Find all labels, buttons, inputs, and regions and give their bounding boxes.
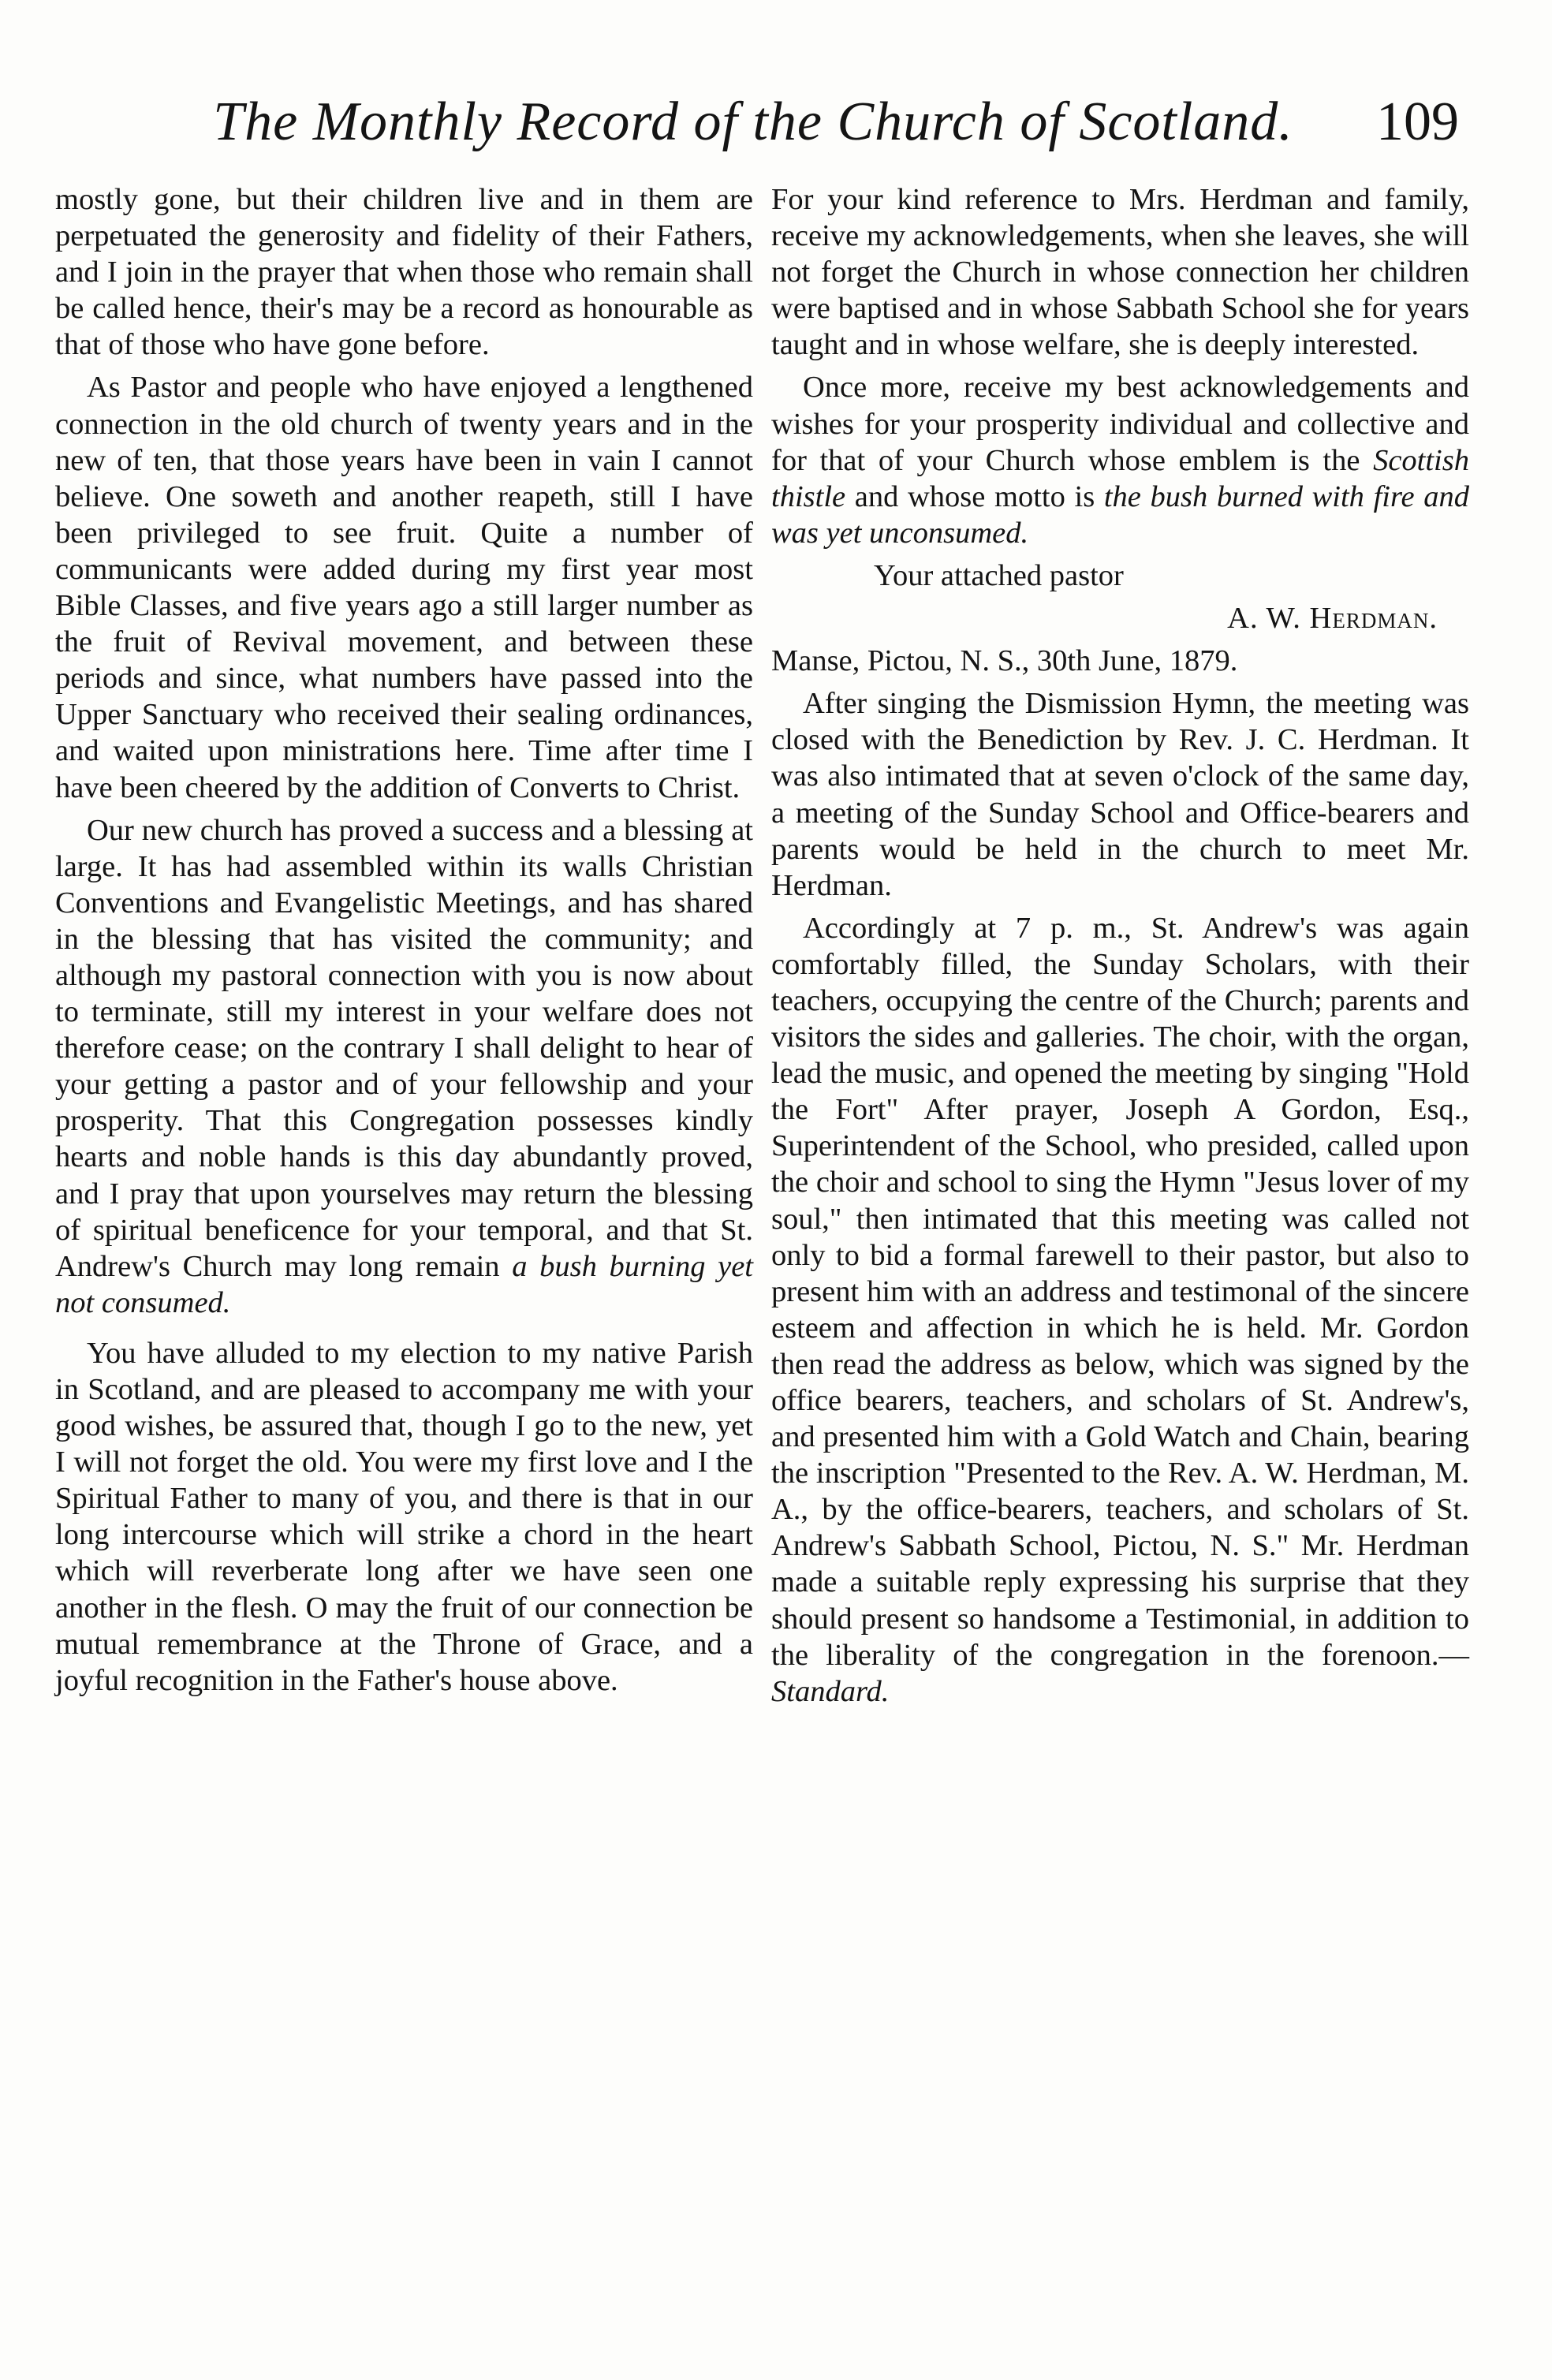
paragraph: You have alluded to my election to my native Parish in Scotland, and are pleased to accompany me with your good wishes, be assured that, though I go to the new, yet I will not forget the old. You were my first love and I the Spiritual Father to many of you, and there is that in our long intercourse which will strike a chord in the heart which will reverberate long after we have seen one another in the flesh. O may the fruit of our connection be mutual remembrance at the Throne of Grace, and a joyful recognition in the Father's house above. [55,1336,753,1697]
right-column [771,181,1469,1716]
paragraph-text: Our new church has proved a success and a blessing at large. It has had assembled within its walls Christian Conventions and Evangelistic Meetings, and has shared in the blessing that has visited the community; and although my pastoral connection with you is now about to terminate, still my interest in your welfare does not therefore cease; on the contrary I shall delight to hear of your getting a pastor and of your fellowship and your prosperity. That this Congregation possesses kindly hearts and noble hands is this day abundantly proved, and I pray that upon yourselves may return the blessing of spiritual beneficence for your temporal, and that St. Andrew's Church may long remain [55,813,753,1283]
paragraph [771,910,1469,1710]
paragraph-text: and whose motto is [845,479,1104,513]
letter-closing: Your attached pastor [874,558,1124,592]
page-number: 109 [1376,91,1459,152]
letter-signature: A. W. Herdman. [1227,602,1438,636]
page-header [47,79,1459,166]
paragraph: After singing the Dismission Hymn, the meeting was closed with the Benediction by Rev. J. C. Herdman. It was also intimated that at seven o'clock of the same day, a meeting of the Sunday School and Office-bearers and parents would be held in the church to meet Mr. Herdman. [771,687,1469,902]
paragraph [55,812,753,1321]
running-title: The Monthly Record of the Church of Scotland. [213,91,1293,152]
paragraph: For your kind reference to Mrs. Herdman and family, receive my acknowledgements, when she leaves, she will not forget the Church in whose connection her children were baptised and in whose Sabbath School she for years taught and in whose welfare, she is deeply interested. [771,183,1469,362]
paragraph: As Pastor and people who have enjoyed a lengthened connection in the old church of twenty years and in the new of ten, that those years have been in vain I cannot believe. One soweth and another reapeth, still I have been privileged to see fruit. Quite a number of communicants were added during my first year most Bible Classes, and five years ago a still larger number as the fruit of Revival movement, and between these periods and since, what numbers have passed into the Upper Sanctuary who received their sealing ordinances, and waited upon ministrations here. Time after time I have been cheered by the addition of Converts to Christ. [55,371,753,804]
paragraph-text: Once more, receive my best acknowledgements and wishes for your prosperity individual and collective and for that of your Church whose emblem is the [771,371,1469,477]
italic-phrase: Standard. [771,1674,890,1708]
italic-phrase: a bush burning yet not consumed. [55,1249,753,1319]
left-column [55,181,753,1705]
dateline: Manse, Pictou, N. S., 30th June, 1879. [771,644,1238,678]
paragraph-text: Accordingly at 7 p. m., St. Andrew's was again comfortably filled, the Sunday Scholars, with their teachers, occupying the centre of the Church; parents and visitors the sides and galleries. The choir, with the organ, lead the music, and opened the meeting by singing "Hold the Fort" After prayer, Joseph A Gordon, Esq., Superintendent of the School, who presided, called upon the choir and school to sing the Hymn "Jesus lover of my soul," then intimated that this meeting was called not only to bid a formal farewell to their pastor, but also to present him with an address and testimonal of the sincere esteem and affection in which he is held. Mr. Gordon then read the address as below, which was signed by the office bearers, teachers, and scholars of St. Andrew's, and presented him with a Gold Watch and Chain, bearing the inscription "Presented to the Rev. A. W. Herdman, M. A., by the office-bearers, teachers, and scholars of St. Andrew's Sabbath School, Pictou, N. S." Mr. Herdman made a suitable reply expressing his surprise that they should present so handsome a Testimonial, in addition to the liberality of the congregation in the forenoon.— [771,911,1469,1672]
paragraph [771,369,1469,550]
italic-phrase: Scottish thistle [771,443,1469,513]
italic-phrase: the bush burned with fire and was yet unconsumed. [771,479,1470,550]
paragraph: mostly gone, but their children live and in them are perpetuated the generosity and fidelity of their Fathers, and I join in the prayer that when those who remain shall be called hence, their's may be a record as honourable as that of those who have gone before. [55,183,753,362]
